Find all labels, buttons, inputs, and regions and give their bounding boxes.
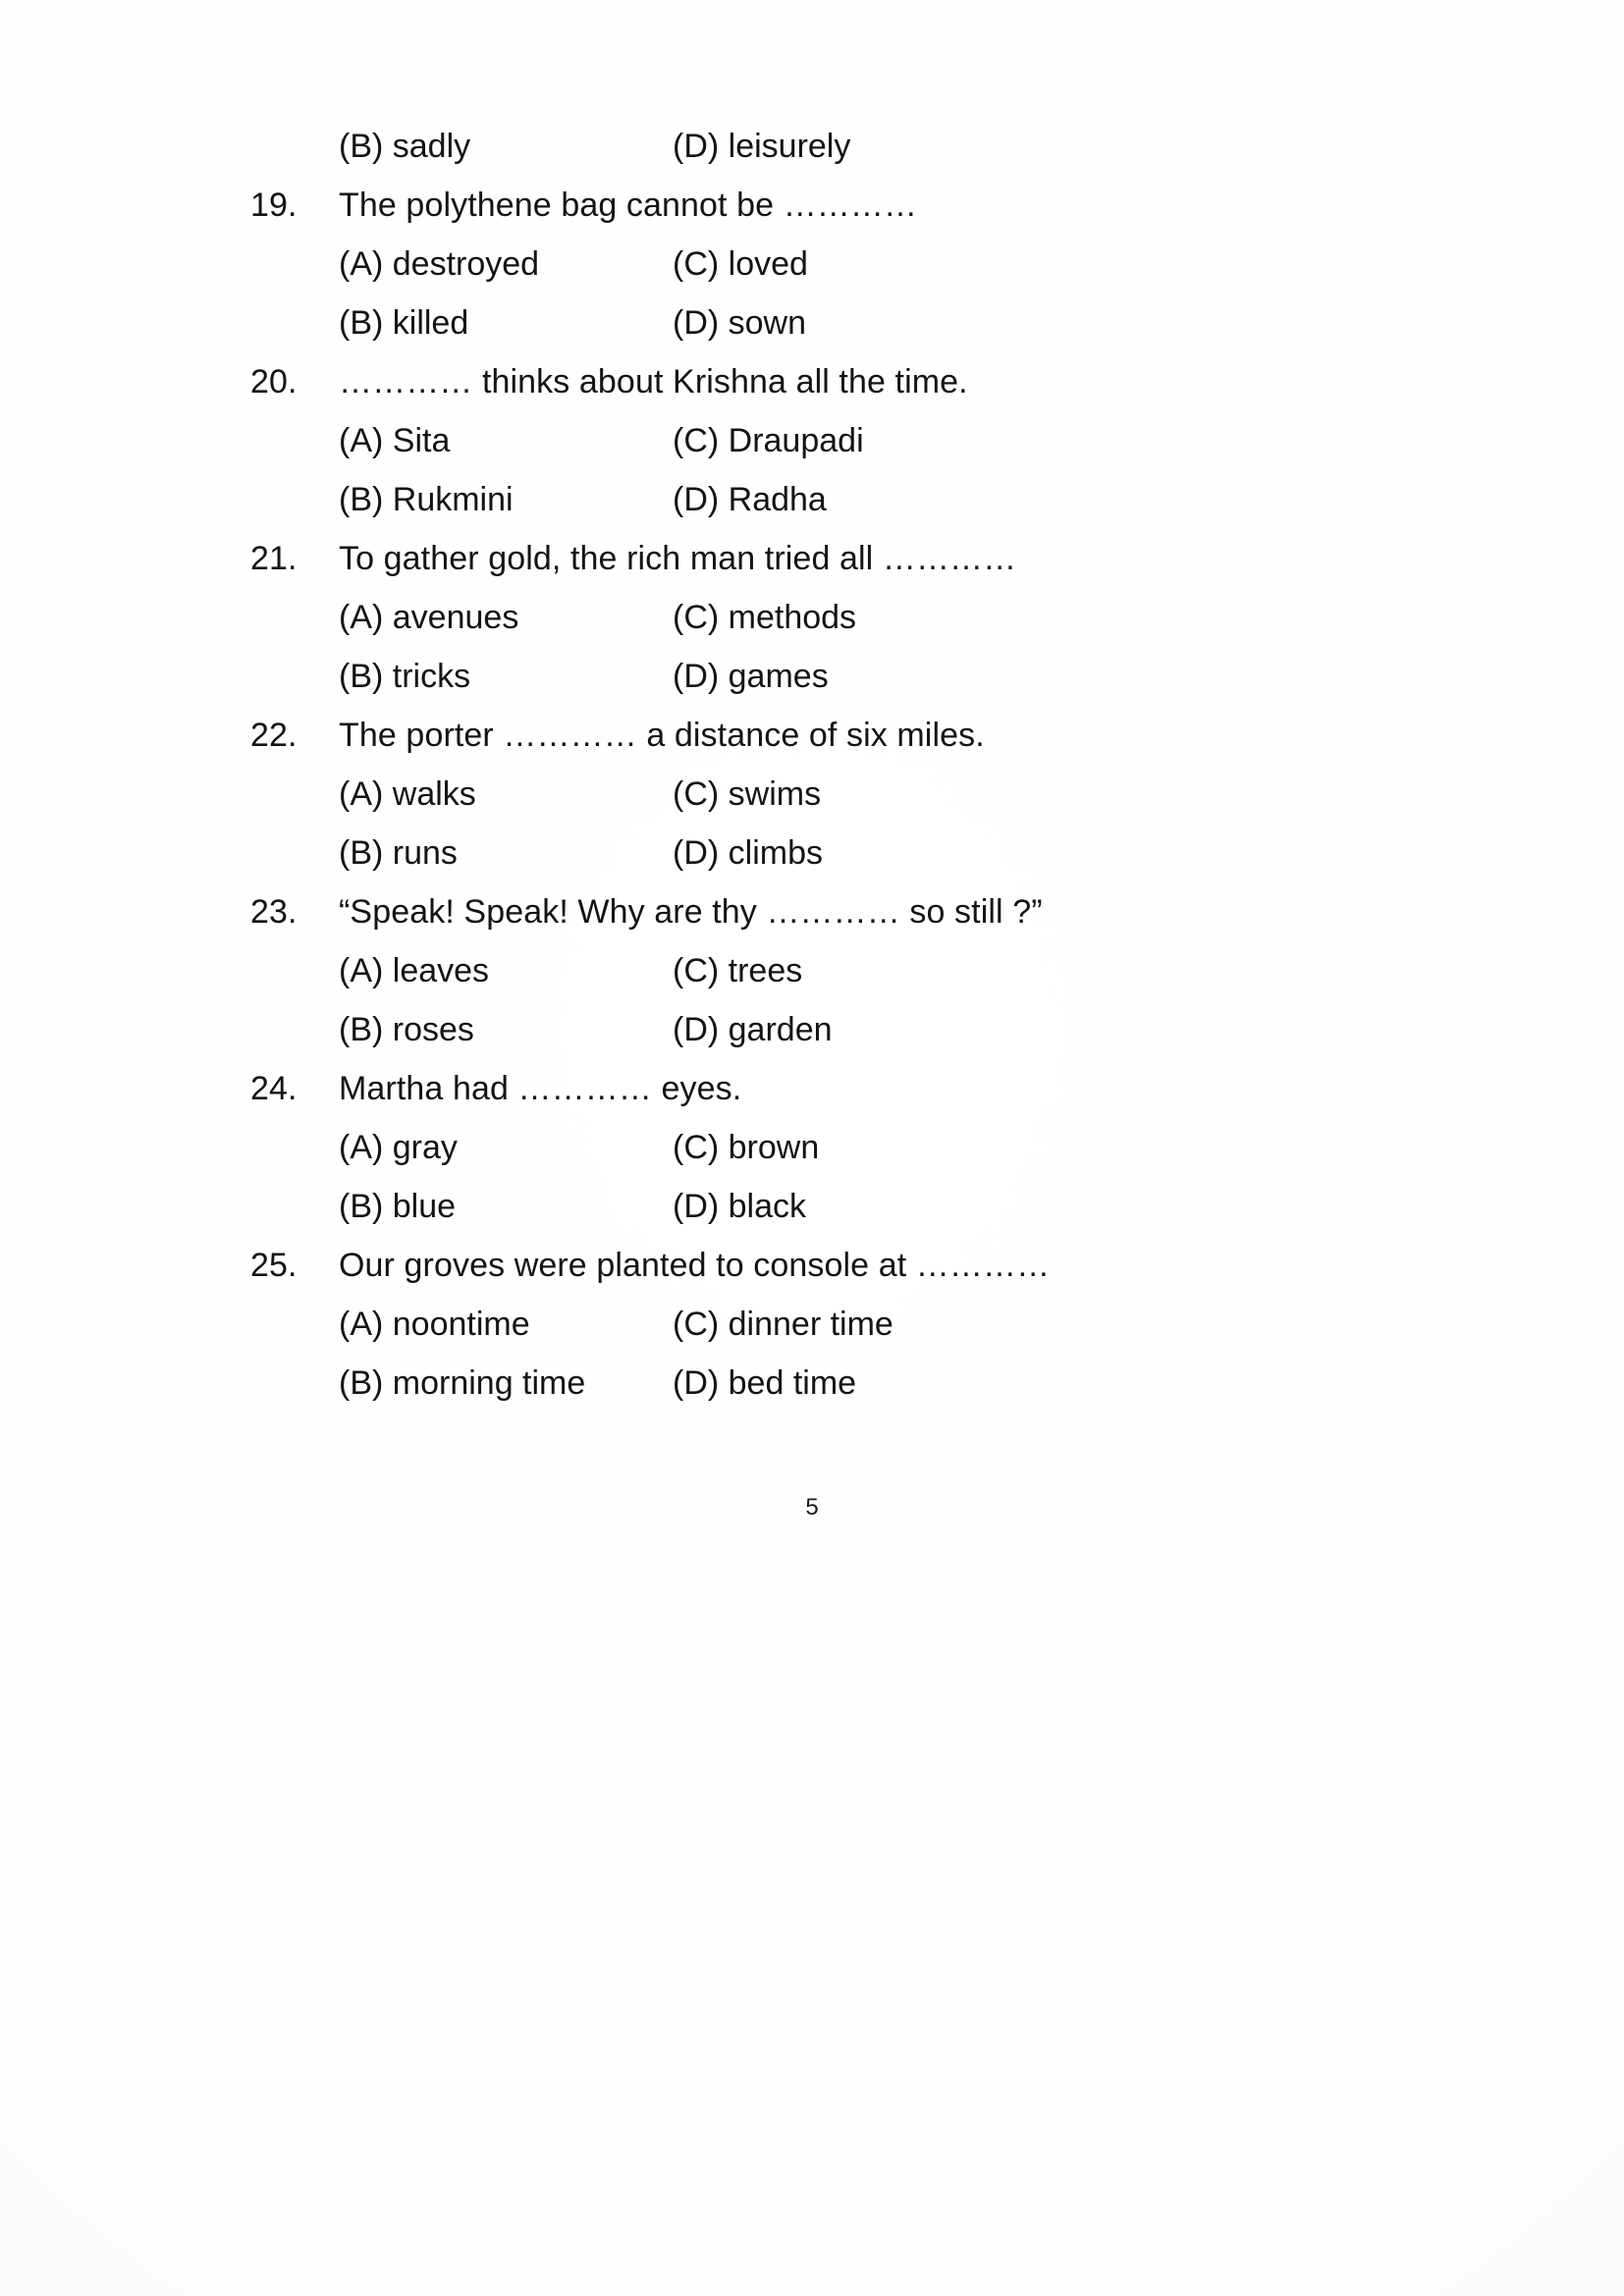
option-d-25[interactable]: (D) bed time bbox=[673, 1364, 857, 1402]
option-row-bd-19 bbox=[339, 306, 1497, 340]
option-c-21[interactable]: (C) methods bbox=[673, 599, 857, 636]
option-a-19[interactable]: (A) destroyed bbox=[339, 245, 540, 283]
question-stem-row-25 bbox=[250, 1249, 1527, 1282]
option-row-bd-23 bbox=[339, 1013, 1497, 1046]
option-c-19[interactable]: (C) loved bbox=[673, 245, 808, 283]
option-row-ac-25 bbox=[339, 1308, 1497, 1341]
option-d-20[interactable]: (D) Radha bbox=[673, 481, 827, 518]
question-text-25: Our groves were planted to console at ………… bbox=[339, 1247, 1051, 1284]
question-stem-row-22 bbox=[250, 719, 1527, 752]
option-a-22[interactable]: (A) walks bbox=[339, 775, 476, 813]
question-number-22: 22. bbox=[250, 717, 298, 754]
option-row-ac-21 bbox=[339, 601, 1497, 634]
question-number-23: 23. bbox=[250, 893, 298, 931]
continued-option-d: (D) leisurely bbox=[673, 128, 851, 165]
question-text-22: The porter ………… a distance of six miles. bbox=[339, 717, 985, 754]
question-number-24: 24. bbox=[250, 1070, 298, 1107]
option-c-20[interactable]: (C) Draupadi bbox=[673, 422, 864, 459]
option-row-bd-22 bbox=[339, 836, 1497, 870]
option-a-20[interactable]: (A) Sita bbox=[339, 422, 451, 459]
question-number-21: 21. bbox=[250, 540, 298, 577]
option-row-ac-19 bbox=[339, 247, 1497, 281]
option-b-22[interactable]: (B) runs bbox=[339, 834, 458, 872]
option-row-bd-24 bbox=[339, 1190, 1497, 1223]
option-d-24[interactable]: (D) black bbox=[673, 1188, 807, 1225]
question-text-20: ………… thinks about Krishna all the time. bbox=[339, 363, 968, 400]
option-b-25[interactable]: (B) morning time bbox=[339, 1364, 586, 1402]
question-text-21: To gather gold, the rich man tried all ………… bbox=[339, 540, 1017, 577]
option-c-23[interactable]: (C) trees bbox=[673, 952, 803, 989]
option-b-23[interactable]: (B) roses bbox=[339, 1011, 474, 1048]
option-d-21[interactable]: (D) games bbox=[673, 658, 829, 695]
option-row-ac-23 bbox=[339, 954, 1497, 988]
continued-option-b: (B) sadly bbox=[339, 128, 471, 165]
question-stem-row-21 bbox=[250, 542, 1527, 575]
option-d-22[interactable]: (D) climbs bbox=[673, 834, 823, 872]
question-text-24: Martha had ………… eyes. bbox=[339, 1070, 742, 1107]
option-c-22[interactable]: (C) swims bbox=[673, 775, 822, 813]
option-b-21[interactable]: (B) tricks bbox=[339, 658, 471, 695]
option-b-19[interactable]: (B) killed bbox=[339, 304, 469, 342]
option-row-bd-21 bbox=[339, 660, 1497, 693]
option-row-ac-24 bbox=[339, 1131, 1497, 1164]
option-c-25[interactable]: (C) dinner time bbox=[673, 1306, 893, 1343]
question-stem-row-24 bbox=[250, 1072, 1527, 1105]
option-a-21[interactable]: (A) avenues bbox=[339, 599, 519, 636]
question-stem-row-20 bbox=[250, 365, 1527, 399]
option-row-bd-20 bbox=[339, 483, 1497, 516]
question-stem-row-23 bbox=[250, 895, 1527, 929]
option-b-24[interactable]: (B) blue bbox=[339, 1188, 457, 1225]
option-d-19[interactable]: (D) sown bbox=[673, 304, 807, 342]
question-text-23: “Speak! Speak! Why are thy ………… so still ?” bbox=[339, 893, 1043, 931]
question-number-19: 19. bbox=[250, 187, 298, 224]
question-stem-row-19 bbox=[250, 188, 1527, 222]
page-number: 5 bbox=[805, 1494, 819, 1521]
option-row-bd-25 bbox=[339, 1366, 1497, 1400]
option-a-25[interactable]: (A) noontime bbox=[339, 1306, 530, 1343]
question-number-20: 20. bbox=[250, 363, 298, 400]
option-c-24[interactable]: (C) brown bbox=[673, 1129, 820, 1166]
option-b-20[interactable]: (B) Rukmini bbox=[339, 481, 514, 518]
option-row-ac-22 bbox=[339, 777, 1497, 811]
question-text-19: The polythene bag cannot be ………… bbox=[339, 187, 918, 224]
option-a-24[interactable]: (A) gray bbox=[339, 1129, 458, 1166]
option-row-ac-20 bbox=[339, 424, 1497, 457]
question-number-25: 25. bbox=[250, 1247, 298, 1284]
option-a-23[interactable]: (A) leaves bbox=[339, 952, 490, 989]
continued-option-row bbox=[339, 130, 1497, 163]
option-d-23[interactable]: (D) garden bbox=[673, 1011, 833, 1048]
